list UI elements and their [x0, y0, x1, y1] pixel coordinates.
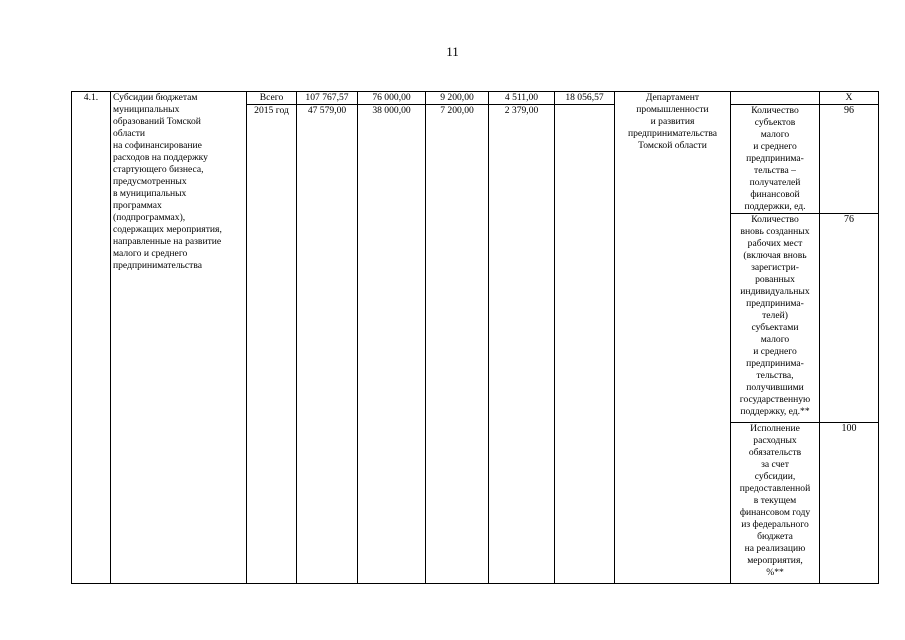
indicator-name: Количество субъектов малого и среднего предпринима- тельства – получателей финансовой поддержки, ед. [731, 105, 820, 214]
row-code: 4.1. [72, 92, 111, 584]
local-2015: 2 379,00 [489, 105, 555, 584]
period-2015: 2015 год [247, 105, 297, 584]
extra-2015 [555, 105, 615, 584]
indicator-value: 100 [820, 423, 879, 584]
period-total: Всего [247, 92, 297, 105]
budget-table [71, 91, 879, 584]
extra-total: 18 056,57 [555, 92, 615, 105]
page-number: 11 [446, 44, 459, 59]
amount-2015: 47 579,00 [297, 105, 358, 584]
indicator-value: 76 [820, 214, 879, 423]
value-header: Х [820, 92, 879, 105]
local-total: 4 511,00 [489, 92, 555, 105]
federal-2015: 38 000,00 [358, 105, 426, 584]
amount-total: 107 767,57 [297, 92, 358, 105]
federal-total: 76 000,00 [358, 92, 426, 105]
executor: Департамент промышленности и развития предпринимательства Томской области [615, 92, 731, 584]
indicator-name: Исполнение расходных обязательств за счет субсидии, предоставленной в текущем финансовом году из федерального бюджета на реализацию мероприятия, %** [731, 423, 820, 584]
indicator-name: Количество вновь созданных рабочих мест (включая вновь зарегистри- рованных индивидуальных предпринима- телей) субъектами малого и среднего предпринима- тельства, получившими государственную поддержку, ед.** [731, 214, 820, 423]
total-row [72, 92, 879, 105]
indicator-value: 96 [820, 105, 879, 214]
indicator-header [731, 92, 820, 105]
regional-2015: 7 200,00 [426, 105, 489, 584]
measure-name: Субсидии бюджетам муниципальных образований Томской области на софинансирование расходов на поддержку стартующего бизнеса, предусмотренных в муниципальных программах (подпрограммах), содержащих мероприятия, направленные на развитие малого и среднего предпринимательства [111, 92, 247, 584]
regional-total: 9 200,00 [426, 92, 489, 105]
